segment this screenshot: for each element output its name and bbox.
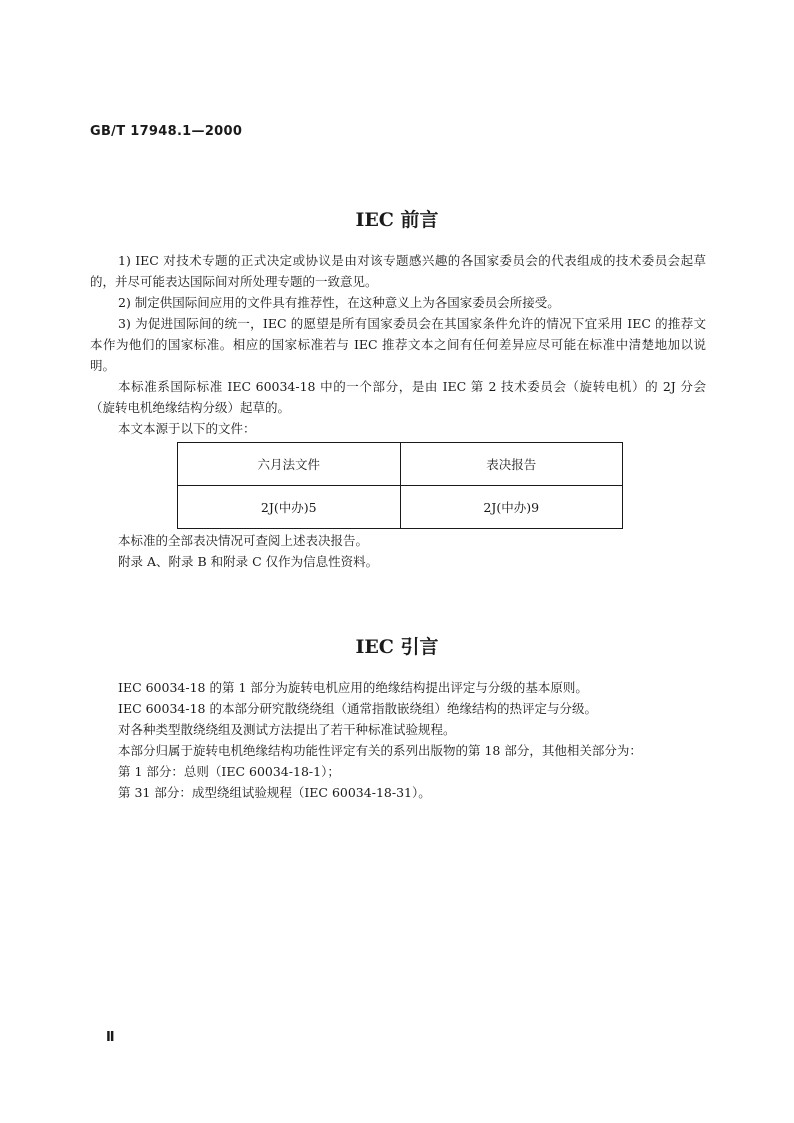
table-cell: 2J(中办)9 (400, 486, 623, 529)
standard-code: GB/T 17948.1—2000 (90, 124, 243, 139)
foreword-paragraph: 本标准的全部表决情况可查阅上述表决报告。 (118, 533, 369, 548)
foreword-paragraph: 附录 A、附录 B 和附录 C 仅作为信息性资料。 (118, 554, 379, 569)
foreword-paragraph: 本标准系国际标准 IEC 60034-18 中的一个部分，是由 IEC 第 2 技术委员会（旋转电机）的 2J 分会（旋转电机绝缘结构分级）起草的。 (90, 379, 706, 415)
introduction-paragraph: 第 31 部分：成型绕组试验规程（IEC 60034-18-31）。 (118, 785, 431, 800)
table-header-cell: 六月法文件 (178, 443, 401, 486)
foreword-paragraph: 3) 为促进国际间的统一，IEC 的愿望是所有国家委员会在其国家条件允许的情况下宜采用 IEC 的推荐文本作为他们的国家标准。相应的国家标准若与 IEC 推荐文本之间有任何差异应尽可能在标准中清楚地加以说明。 (90, 316, 706, 373)
table-row (178, 486, 623, 529)
foreword-title: IEC 前言 (355, 209, 439, 231)
table-header-row (178, 443, 623, 486)
page-number: Ⅱ (106, 1030, 115, 1045)
introduction-title: IEC 引言 (355, 636, 439, 658)
introduction-paragraph: IEC 60034-18 的第 1 部分为旋转电机应用的绝缘结构提出评定与分级的基本原则。 (118, 680, 588, 695)
foreword-paragraph: 2) 制定供国际间应用的文件具有推荐性，在这种意义上为各国家委员会所接受。 (118, 295, 560, 310)
introduction-paragraph: IEC 60034-18 的本部分研究散绕绕组（通常指散嵌绕组）绝缘结构的热评定与分级。 (118, 701, 597, 716)
table-header-cell: 表决报告 (400, 443, 623, 486)
introduction-paragraph: 本部分归属于旋转电机绝缘结构功能性评定有关的系列出版物的第 18 部分，其他相关部分为： (118, 743, 642, 758)
introduction-paragraph: 第 1 部分：总则（IEC 60034-18-1）； (118, 764, 340, 779)
foreword-paragraph: 1) IEC 对技术专题的正式决定或协议是由对该专题感兴趣的各国家委员会的代表组成的技术委员会起草的，并尽可能表达国际间对所处理专题的一致意见。 (90, 253, 706, 289)
table-cell: 2J(中办)5 (178, 486, 401, 529)
voting-documents-table (177, 442, 623, 529)
introduction-paragraph: 对各种类型散绕绕组及测试方法提出了若干种标准试验规程。 (118, 722, 456, 737)
foreword-paragraph: 本文本源于以下的文件： (118, 421, 256, 436)
